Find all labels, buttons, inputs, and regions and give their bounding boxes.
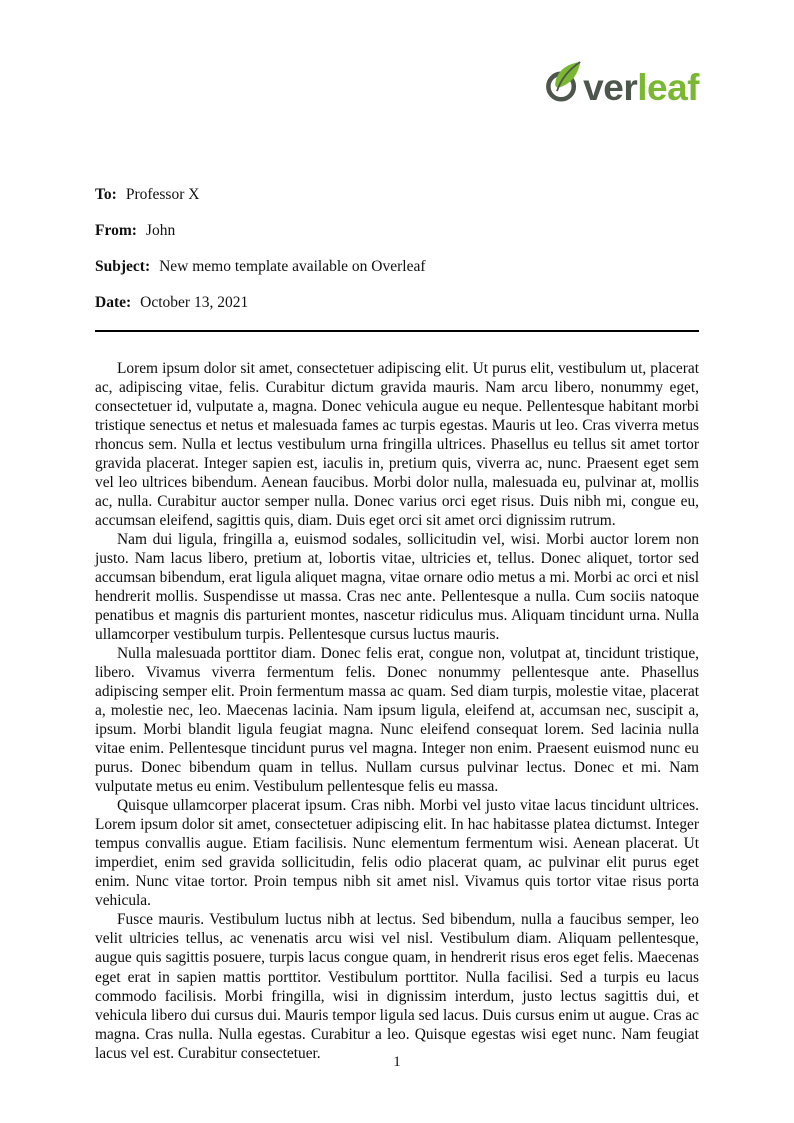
logo-row	[95, 0, 699, 106]
field-value-subject: New memo template available on Overleaf	[159, 258, 426, 275]
memo-field-date	[95, 294, 699, 312]
body-paragraph: Nam dui ligula, fringilla a, euismod sodales, sollicitudin vel, wisi. Morbi auctor lorem non justo. Nam lacus libero, pretium at, lobortis vitae, ultricies et, tellus. Donec aliquet, tortor sed accumsan bibendum, erat ligula aliquet magna, vitae ornare odio metus a mi. Morbi ac orci et nisl hendrerit mollis. Suspendisse ut massa. Cras nec ante. Pellentesque a nulla. Cum sociis natoque penatibus et magnis dis parturient montes, nascetur ridiculus mus. Aliquam tincidunt urna. Nulla ullamcorper vestibulum turpis. Pellentesque cursus luctus mauris.	[95, 531, 699, 644]
field-label-subject: Subject:	[95, 258, 151, 275]
body-paragraph: Fusce mauris. Vestibulum luctus nibh at lectus. Sed bibendum, nulla a faucibus semper, leo velit ultricies tellus, ac venenatis arcu wisi vel nisl. Vestibulum diam. Aliquam pellentesque, augue quis sagittis posuere, turpis lacus congue quam, in hendrerit risus eros eget felis. Maecenas eget erat in sapien mattis porttitor. Vestibulum porttitor. Nulla facilisi. Sed a turpis eu lacus commodo facilisis. Morbi fringilla, wisi in dignissim interdum, justo lectus sagittis dui, et vehicula libero dui cursus dui. Mauris tempor ligula sed lacus. Duis cursus enim ut augue. Cras ac magna. Cras nulla. Nulla egestas. Curabitur a leo. Quisque egestas wisi eget nunc. Nam feugiat lacus vel est. Curabitur consectetuer.	[95, 911, 699, 1062]
overleaf-logo	[542, 58, 699, 106]
field-label-date: Date:	[95, 294, 132, 311]
field-value-date: October 13, 2021	[140, 294, 249, 311]
leaf-o-icon	[542, 61, 582, 109]
body-paragraph: Nulla malesuada porttitor diam. Donec felis erat, congue non, volutpat at, tincidunt tristique, libero. Vivamus viverra fermentum felis. Donec nonummy pellentesque ante. Phasellus adipiscing semper elit. Proin fermentum massa ac quam. Sed diam turpis, molestie vitae, placerat a, molestie nec, leo. Maecenas lacinia. Nam ipsum ligula, eleifend at, accumsan nec, suscipit a, ipsum. Morbi blandit ligula feugiat magna. Nunc eleifend consequat lorem. Sed lacinia nulla vitae enim. Pellentesque tincidunt purus vel magna. Integer non enim. Praesent euismod nunc eu purus. Donec bibendum quam in tellus. Nullam cursus pulvinar lectus. Donec et mi. Nam vulputate metus eu enim. Vestibulum pellentesque felis eu massa.	[95, 645, 699, 796]
page-number: 1	[393, 1054, 401, 1070]
field-label-to: To:	[95, 186, 117, 203]
memo-header	[95, 186, 699, 312]
leaf-icon	[555, 62, 580, 88]
memo-body	[95, 359, 699, 1063]
memo-field-subject	[95, 258, 699, 276]
logo-text-over: ver	[583, 67, 638, 108]
field-value-from: John	[145, 222, 176, 239]
field-value-to: Professor X	[125, 186, 200, 203]
body-paragraph: Quisque ullamcorper placerat ipsum. Cras nibh. Morbi vel justo vitae lacus tincidunt ultrices. Lorem ipsum dolor sit amet, consectetuer adipiscing elit. In hac habitasse platea dictumst. Integer tempus convallis augue. Etiam facilisis. Nunc elementum fermentum wisi. Aenean placerat. Ut imperdiet, enim sed gravida sollicitudin, felis odio placerat quam, ac pulvinar elit purus eget enim. Nunc vitae tortor. Proin tempus nibh sit amet nisl. Vivamus quis tortor vitae risus porta vehicula.	[95, 797, 699, 910]
horizontal-rule	[95, 330, 699, 332]
memo-field-from	[95, 222, 699, 240]
logo-text-leaf: leaf	[637, 67, 699, 108]
field-label-from: From:	[95, 222, 137, 239]
body-paragraph: Lorem ipsum dolor sit amet, consectetuer adipiscing elit. Ut purus elit, vestibulum ut, placerat ac, adipiscing vitae, felis. Curabitur dictum gravida mauris. Nam arcu libero, nonummy eget, consectetuer id, vulputate a, magna. Donec vehicula augue eu neque. Pellentesque habitant morbi tristique senectus et netus et malesuada fames ac turpis egestas. Mauris ut leo. Cras viverra metus rhoncus sem. Nulla et lectus vestibulum urna fringilla ultrices. Phasellus eu tellus sit amet tortor gravida placerat. Integer sapien est, iaculis in, pretium quis, viverra ac, nunc. Praesent eget sem vel leo ultrices bibendum. Aenean faucibus. Morbi dolor nulla, malesuada eu, pulvinar at, mollis ac, nulla. Curabitur auctor semper nulla. Donec varius orci eget risus. Duis nibh mi, congue eu, accumsan eleifend, sagittis quis, diam. Duis eget orci sit amet orci dignissim rutrum.	[95, 360, 699, 530]
memo-field-to	[95, 186, 699, 204]
